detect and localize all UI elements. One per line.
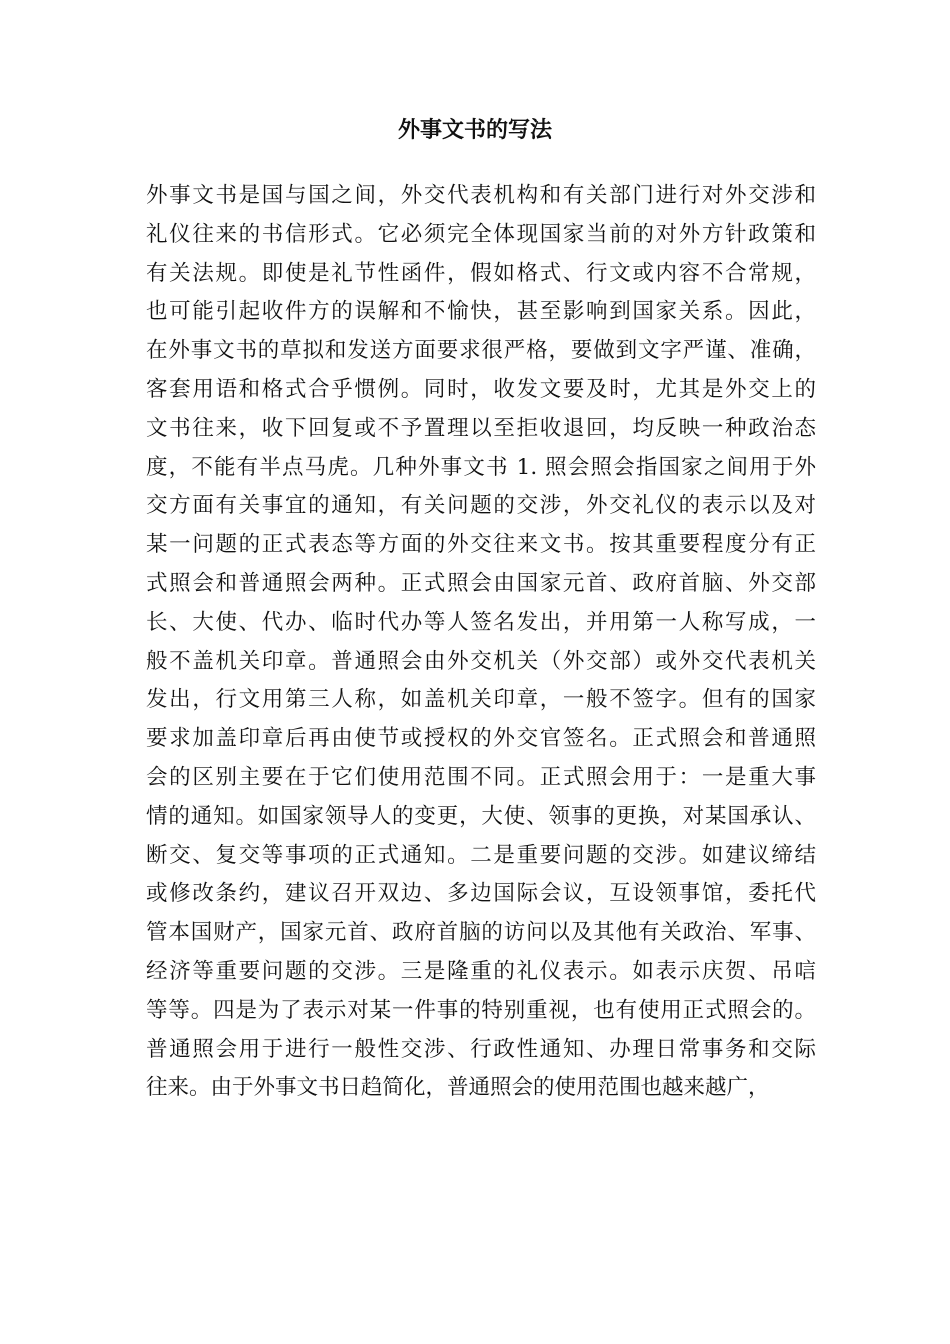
body-line-7: 文书往来，收下回复或不予置理以至拒收退回，均反映一种政治态 xyxy=(146,415,816,441)
body-line-12: 长、大使、代办、临时代办等人签名发出，并用第一人称写成，一 xyxy=(146,609,816,635)
body-line-24: 往来。由于外事文书日趋简化，普通照会的使用范围也越来越广， xyxy=(146,1075,770,1101)
body-line-19: 或修改条约，建议召开双边、多边国际会议，互设领事馆，委托代 xyxy=(146,881,816,907)
body-line-16: 会的区别主要在于它们使用范围不同。正式照会用于：一是重大事 xyxy=(146,764,816,790)
body-line-5: 在外事文书的草拟和发送方面要求很严格，要做到文字严谨、准确， xyxy=(146,338,816,364)
body-line-14: 发出，行文用第三人称，如盖机关印章，一般不签字。但有的国家 xyxy=(146,687,816,713)
body-line-11: 式照会和普通照会两种。正式照会由国家元首、政府首脑、外交部 xyxy=(146,570,816,596)
body-line-15: 要求加盖印章后再由使节或授权的外交官签名。正式照会和普通照 xyxy=(146,726,816,752)
body-line-1: 外事文书是国与国之间，外交代表机构和有关部门进行对外交涉和 xyxy=(146,183,816,208)
body-line-3: 有关法规。即使是礼节性函件，假如格式、行文或内容不合常规， xyxy=(146,260,816,286)
body-line-10: 某一问题的正式表态等方面的外交往来文书。按其重要程度分有正 xyxy=(146,532,816,558)
body-line-6: 客套用语和格式合乎惯例。同时，收发文要及时，尤其是外交上的 xyxy=(146,376,816,402)
body-line-23: 普通照会用于进行一般性交涉、行政性通知、办理日常事务和交际 xyxy=(146,1036,816,1062)
body-line-9: 交方面有关事宜的通知，有关问题的交涉，外交礼仪的表示以及对 xyxy=(146,493,816,519)
body-line-21: 经济等重要问题的交涉。三是隆重的礼仪表示。如表示庆贺、吊唁 xyxy=(146,958,816,984)
body-line-13: 般不盖机关印章。普通照会由外交机关（外交部）或外交代表机关 xyxy=(146,648,816,674)
body-line-4: 也可能引起收件方的误解和不愉快，甚至影响到国家关系。因此， xyxy=(146,299,816,325)
body-line-22: 等等。四是为了表示对某一件事的特别重视，也有使用正式照会的。 xyxy=(146,997,816,1023)
document-title: 外事文书的写法 xyxy=(397,117,552,143)
body-line-18: 断交、复交等事项的正式通知。二是重要问题的交涉。如建议缔结 xyxy=(146,842,816,868)
body-line-20: 管本国财产，国家元首、政府首脑的访问以及其他有关政治、军事、 xyxy=(146,920,816,946)
body-line-2: 礼仪往来的书信形式。它必须完全体现国家当前的对外方针政策和 xyxy=(146,221,816,247)
body-line-8: 度，不能有半点马虎。几种外事文书 1. 照会照会指国家之间用于外 xyxy=(146,454,816,480)
document-body xyxy=(146,177,816,1108)
body-line-17: 情的通知。如国家领导人的变更，大使、领事的更换，对某国承认、 xyxy=(146,803,816,829)
